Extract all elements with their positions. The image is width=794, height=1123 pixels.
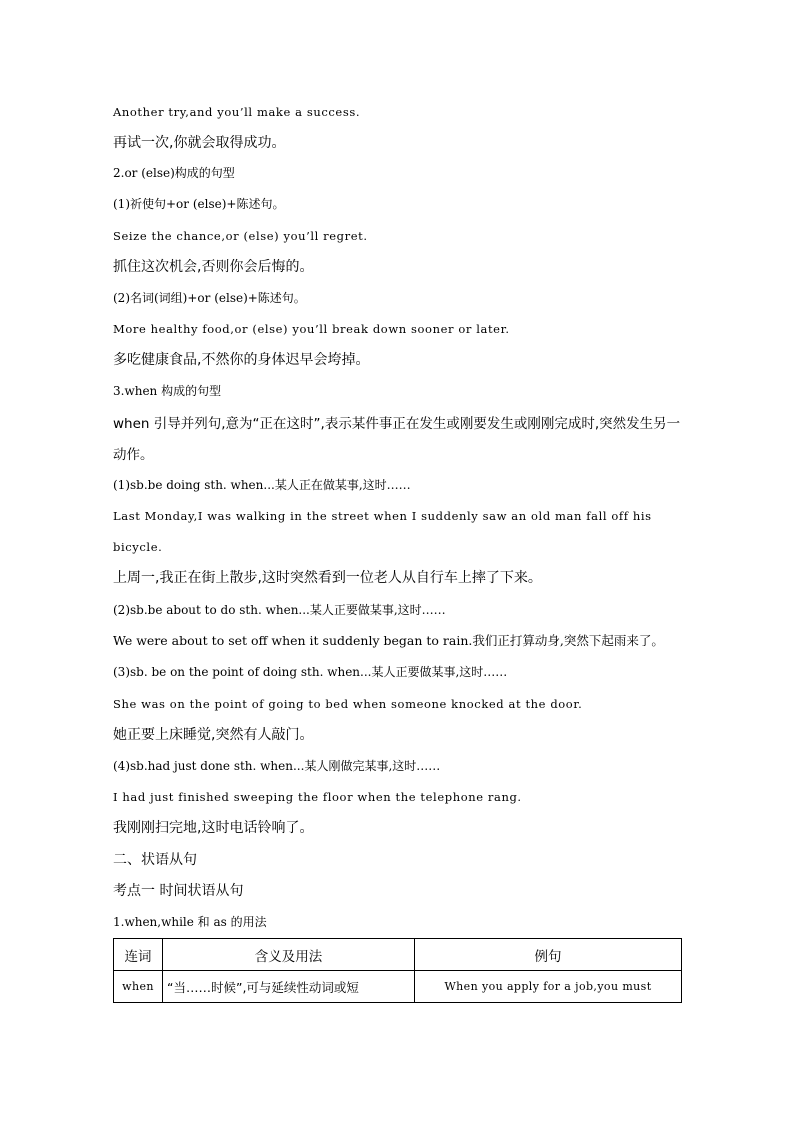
example-sentence-going-to-bed: She was on the point of going to bed when someone knocked at the door. — [113, 697, 583, 711]
pattern-on-the-point-when: (3)sb. be on the point of doing sth. when...某人正要做某事,这时…… — [113, 665, 508, 679]
cell-conjunction-when: when — [114, 971, 163, 1003]
translation-going-to-bed: 她正要上床睡觉,突然有人敲门。 — [113, 727, 314, 743]
example-sentence-seize-chance: Seize the chance,or (else) you’ll regret. — [113, 229, 368, 243]
example-sentence-last-monday-cont: bicycle. — [113, 540, 163, 554]
translation-seize-chance: 抓住这次机会,否则你会后悔的。 — [113, 259, 314, 275]
section-heading-adverbial-clauses: 二、状语从句 — [113, 852, 197, 868]
pattern-be-about-to-when: (2)sb.be about to do sth. when...某人正要做某事,这时…… — [113, 603, 446, 617]
table-header-row — [114, 939, 682, 971]
table-row — [114, 971, 682, 1003]
example-sentence-sweeping-floor: I had just finished sweeping the floor when the telephone rang. — [113, 790, 522, 804]
pattern-imperative-or-else: (1)祈使句+or (else)+陈述句。 — [113, 197, 285, 211]
pattern-had-just-done-when: (4)sb.had just done sth. when...某人刚做完某事,这时…… — [113, 759, 441, 773]
subsection-heading-time-clauses: 考点一 时间状语从句 — [113, 883, 244, 899]
heading-when-while-as-usage: 1.when,while 和 as 的用法 — [113, 915, 267, 929]
header-conjunction: 连词 — [114, 939, 163, 971]
section-heading-or-else: 2.or (else)构成的句型 — [113, 166, 235, 180]
cell-example-when: When you apply for a job,you must — [415, 971, 682, 1003]
pattern-be-doing-when: (1)sb.be doing sth. when...某人正在做某事,这时…… — [113, 478, 411, 492]
example-sentence-another-try: Another try,and you’ll make a success. — [113, 105, 361, 119]
translation-another-try: 再试一次,你就会取得成功。 — [113, 135, 286, 151]
cell-meaning-when: “当……时候”,可与延续性动词或短 — [163, 971, 415, 1003]
translation-last-monday: 上周一,我正在街上散步,这时突然看到一位老人从自行车上摔了下来。 — [113, 570, 542, 586]
pattern-noun-or-else: (2)名词(词组)+or (else)+陈述句。 — [113, 291, 306, 305]
conjunction-usage-table — [113, 938, 682, 1003]
when-explanation-paragraph: when 引导并列句,意为“正在这时”,表示某件事正在发生或刚要发生或刚刚完成时,突然发生另一动作。 — [113, 416, 681, 463]
translation-sweeping-floor: 我刚刚扫完地,这时电话铃响了。 — [113, 820, 314, 836]
header-example: 例句 — [415, 939, 682, 971]
example-sentence-last-monday: Last Monday,I was walking in the street when I suddenly saw an old man fall off his — [113, 509, 652, 523]
header-meaning-usage: 含义及用法 — [163, 939, 415, 971]
example-sentence-set-off: We were about to set off when it suddenly began to rain.我们正打算动身,突然下起雨来了。 — [113, 633, 664, 648]
example-sentence-healthy-food: More healthy food,or (else) you’ll break down sooner or later. — [113, 322, 510, 336]
translation-healthy-food: 多吃健康食品,不然你的身体迟早会垮掉。 — [113, 352, 370, 368]
section-heading-when: 3.when 构成的句型 — [113, 384, 222, 398]
